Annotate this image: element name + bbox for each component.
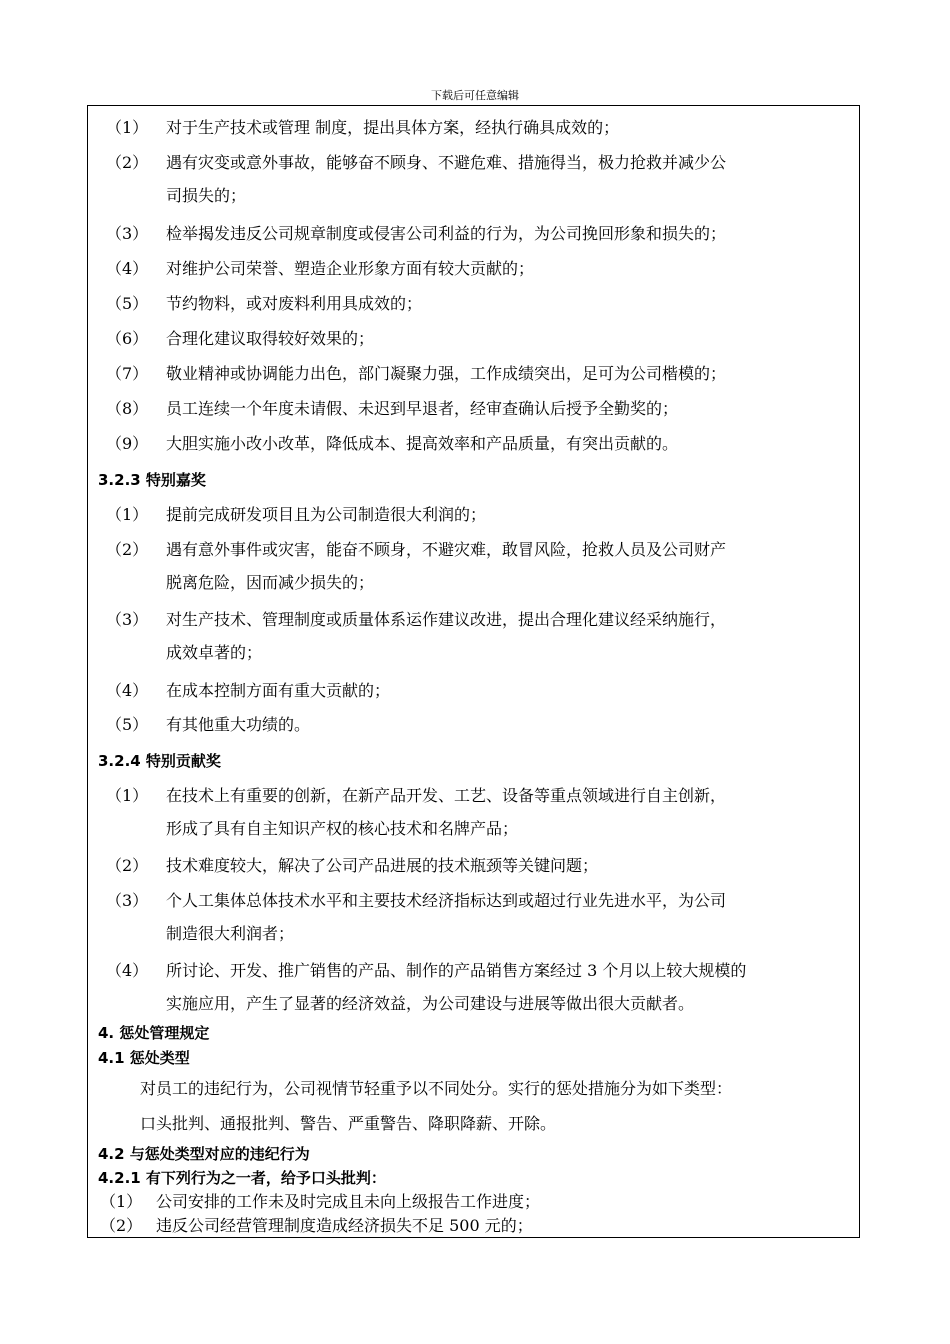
item-text: 敬业精神或协调能力出色，部门凝聚力强，工作成绩突出，足可为公司楷模的； (166, 364, 727, 383)
item-text: 对于生产技术或管理 制度，提出具体方案，经执行确具成效的； (166, 118, 620, 137)
item-text: 节约物料，或对废料利用具成效的； (166, 294, 423, 313)
item-text-continued: 形成了具有自主知识产权的核心技术和名牌产品； (166, 819, 519, 838)
item-number: （5） (106, 294, 149, 313)
item-text: 合理化建议取得较好效果的； (166, 329, 375, 348)
item-text: 在技术上有重要的创新，在新产品开发、工艺、设备等重点领域进行自主创新， (166, 786, 727, 805)
item-text-continued: 实施应用，产生了显著的经济效益，为公司建设与进展等做出很大贡献者。 (166, 994, 695, 1013)
item-number: （4） (106, 961, 149, 980)
section-heading: 4. 惩处管理规定 (98, 1024, 210, 1042)
item-text: 提前完成研发项目且为公司制造很大利润的； (166, 505, 487, 524)
item-text: 员工连续一个年度未请假、未迟到早退者，经审查确认后授予全勤奖的； (166, 399, 679, 418)
item-number: （6） (106, 329, 149, 348)
item-text: 遇有意外事件或灾害，能奋不顾身，不避灾难，敢冒风险，抢救人员及公司财产 (166, 540, 727, 559)
item-text: 检举揭发违反公司规章制度或侵害公司利益的行为，为公司挽回形象和损失的； (166, 224, 727, 243)
item-number: （3） (106, 891, 149, 910)
item-number: （3） (106, 610, 149, 629)
item-text-continued: 制造很大利润者； (166, 924, 295, 943)
item-number: （1） (106, 118, 149, 137)
item-number: （4） (106, 259, 149, 278)
section-heading: 4.2.1 有下列行为之一者，给予口头批判： (98, 1169, 386, 1187)
paragraph-line: 口头批判、通报批判、警告、严重警告、降职降薪、开除。 (140, 1114, 557, 1133)
item-text-continued: 司损失的； (166, 186, 247, 205)
item-text: 个人工集体总体技术水平和主要技术经济指标达到或超过行业先进水平，为公司 (166, 891, 727, 910)
document-table (87, 105, 860, 1238)
item-number: （7） (106, 364, 149, 383)
item-number: （5） (106, 715, 149, 734)
page-header: 下载后可任意编辑 (431, 89, 519, 102)
item-number: （8） (106, 399, 149, 418)
item-number: （1） (100, 1192, 143, 1211)
item-text: 在成本控制方面有重大贡献的； (166, 681, 391, 700)
item-text: 有其他重大功绩的。 (166, 715, 311, 734)
item-text: 对生产技术、管理制度或质量体系运作建议改进，提出合理化建议经采纳施行， (166, 610, 727, 629)
item-number: （3） (106, 224, 149, 243)
section-heading: 3.2.4 特别贡献奖 (98, 752, 221, 770)
item-text: 遇有灾变或意外事故，能够奋不顾身、不避危难、措施得当，极力抢救并减少公 (166, 153, 727, 172)
item-number: （2） (106, 153, 149, 172)
paragraph-line: 对员工的违纪行为，公司视情节轻重予以不同处分。实行的惩处措施分为如下类型： (140, 1079, 733, 1098)
section-heading: 4.1 惩处类型 (98, 1049, 190, 1067)
item-number: （9） (106, 434, 149, 453)
item-text-continued: 脱离危险，因而减少损失的； (166, 573, 375, 592)
item-text: 所讨论、开发、推广销售的产品、制作的产品销售方案经过 3 个月以上较大规模的 (166, 961, 747, 980)
item-number: （2） (106, 856, 149, 875)
item-text: 对维护公司荣誉、塑造企业形象方面有较大贡献的； (166, 259, 535, 278)
item-number: （1） (106, 786, 149, 805)
item-number: （4） (106, 681, 149, 700)
item-text-continued: 成效卓著的； (166, 643, 263, 662)
item-text: 技术难度较大，解决了公司产品进展的技术瓶颈等关键问题； (166, 856, 599, 875)
item-number: （2） (100, 1216, 143, 1235)
item-text: 大胆实施小改小改革，降低成本、提高效率和产品质量，有突出贡献的。 (166, 434, 679, 453)
item-number: （1） (106, 505, 149, 524)
section-heading: 4.2 与惩处类型对应的违纪行为 (98, 1145, 310, 1163)
item-text: 公司安排的工作未及时完成且未向上级报告工作进度； (156, 1192, 541, 1211)
item-text: 违反公司经营管理制度造成经济损失不足 500 元的； (156, 1216, 533, 1235)
item-number: （2） (106, 540, 149, 559)
section-heading: 3.2.3 特别嘉奖 (98, 471, 206, 489)
